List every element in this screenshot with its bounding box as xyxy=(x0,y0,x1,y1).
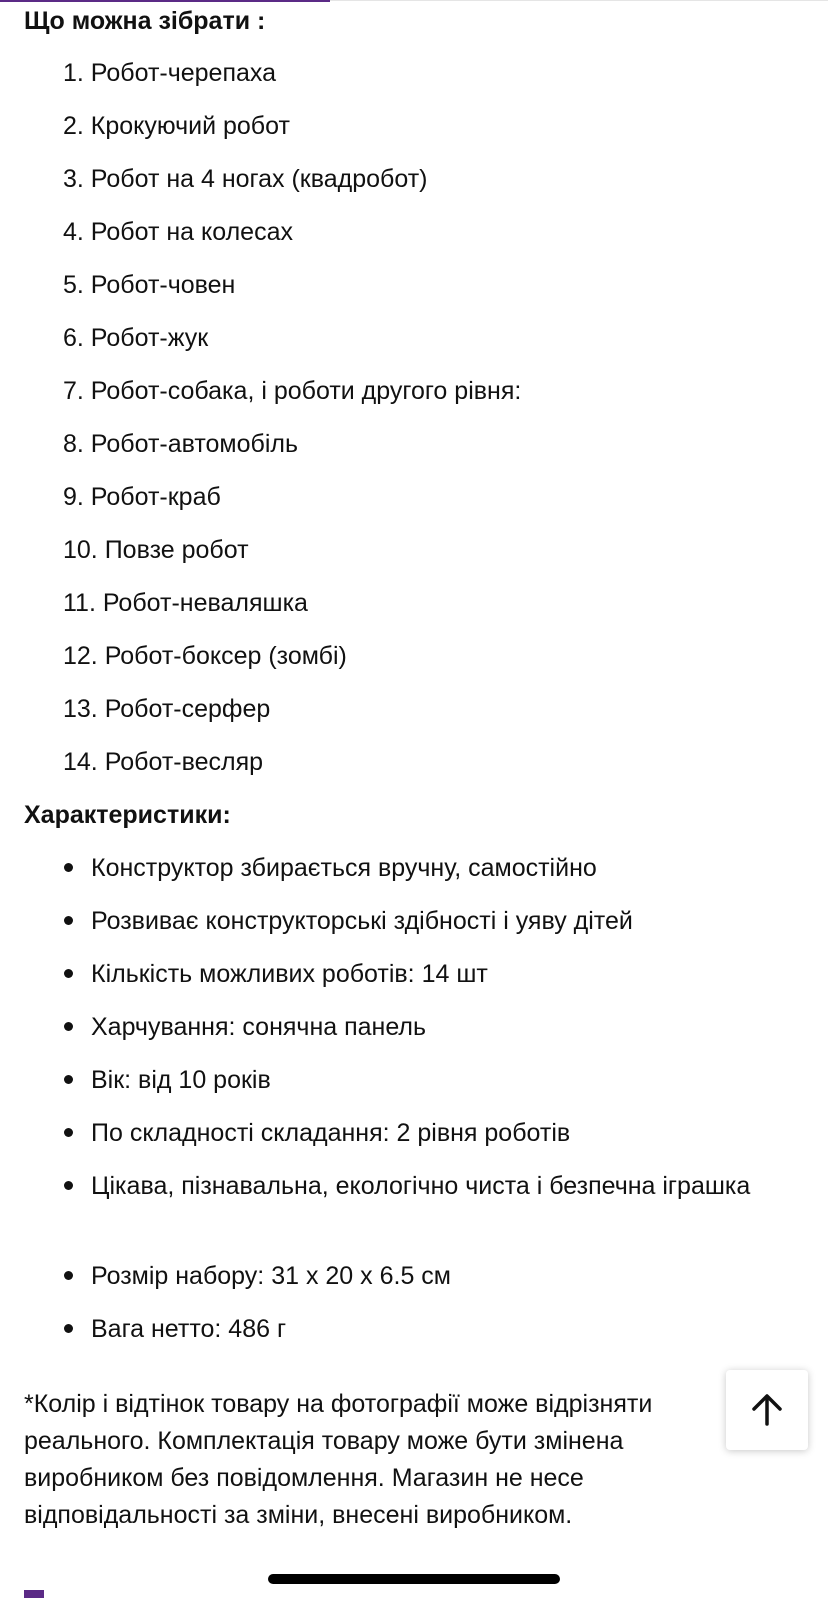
list-item: 11. Робот-неваляшка xyxy=(63,589,308,617)
list-item xyxy=(64,1116,570,1150)
list-item: 12. Робот-боксер (зомбі) xyxy=(63,642,347,670)
spec-text: Харчування: сонячна панель xyxy=(91,1013,427,1041)
build-section-title: Що можна зібрати : xyxy=(24,7,266,35)
list-item: 13. Робот-серфер xyxy=(63,695,271,723)
list-item: 8. Робот-автомобіль xyxy=(63,430,299,458)
list-item: 1. Робот-черепаха xyxy=(63,59,277,87)
bullet-icon xyxy=(64,1181,73,1190)
list-item xyxy=(64,1010,426,1044)
bullet-icon xyxy=(64,1075,73,1084)
spec-text: Вага нетто: 486 г xyxy=(91,1315,287,1343)
list-item xyxy=(64,1169,764,1203)
list-item xyxy=(64,957,488,991)
spec-text: Розмір набору: 31 х 20 х 6.5 см xyxy=(91,1262,451,1290)
bullet-icon xyxy=(64,863,73,872)
list-item: 3. Робот на 4 ногах (квадробот) xyxy=(63,165,428,193)
scroll-to-top-button[interactable] xyxy=(726,1370,808,1450)
bullet-icon xyxy=(64,1022,73,1031)
bullet-icon xyxy=(64,969,73,978)
list-item: 6. Робот-жук xyxy=(63,324,209,352)
next-section-edge xyxy=(24,1590,44,1598)
list-item: 5. Робот-човен xyxy=(63,271,236,299)
list-item: 10. Повзе робот xyxy=(63,536,249,564)
list-item: 7. Робот-собака, і роботи другого рівня: xyxy=(63,377,522,405)
arrow-up-icon xyxy=(749,1392,785,1428)
bullet-icon xyxy=(64,1324,73,1333)
spec-text: Розвиває конструкторські здібності і уяву дітей xyxy=(91,907,633,935)
home-indicator xyxy=(268,1574,560,1584)
spec-text: Кількість можливих роботів: 14 шт xyxy=(91,960,488,988)
list-item: 9. Робот-краб xyxy=(63,483,221,511)
disclaimer-text: *Колір і відтінок товару на фотографії може відрізняти реального. Комплектація товару може бути змінена виробником без повідомлення. Магазин не несе відповідальності за зміни, внесені виробником. xyxy=(24,1390,653,1529)
list-item xyxy=(64,1063,271,1097)
spec-text: Цікава, пізнавальна, екологічно чиста і безпечна іграшка xyxy=(91,1172,751,1200)
spec-text: Конструктор збирається вручну, самостійно xyxy=(91,854,597,882)
list-item: 2. Крокуючий робот xyxy=(63,112,290,140)
bullet-icon xyxy=(64,1128,73,1137)
bullet-icon xyxy=(64,1271,73,1280)
list-item xyxy=(64,1259,451,1293)
list-item: 14. Робот-весляр xyxy=(63,748,264,776)
list-item xyxy=(64,904,633,938)
specs-section-title: Характеристики: xyxy=(24,801,231,829)
list-item: 4. Робот на колесах xyxy=(63,218,293,246)
list-item xyxy=(64,1312,286,1346)
list-item xyxy=(64,851,597,885)
spec-text: По складності складання: 2 рівня роботів xyxy=(91,1119,571,1147)
spec-text: Вік: від 10 років xyxy=(91,1066,271,1094)
bullet-icon xyxy=(64,916,73,925)
